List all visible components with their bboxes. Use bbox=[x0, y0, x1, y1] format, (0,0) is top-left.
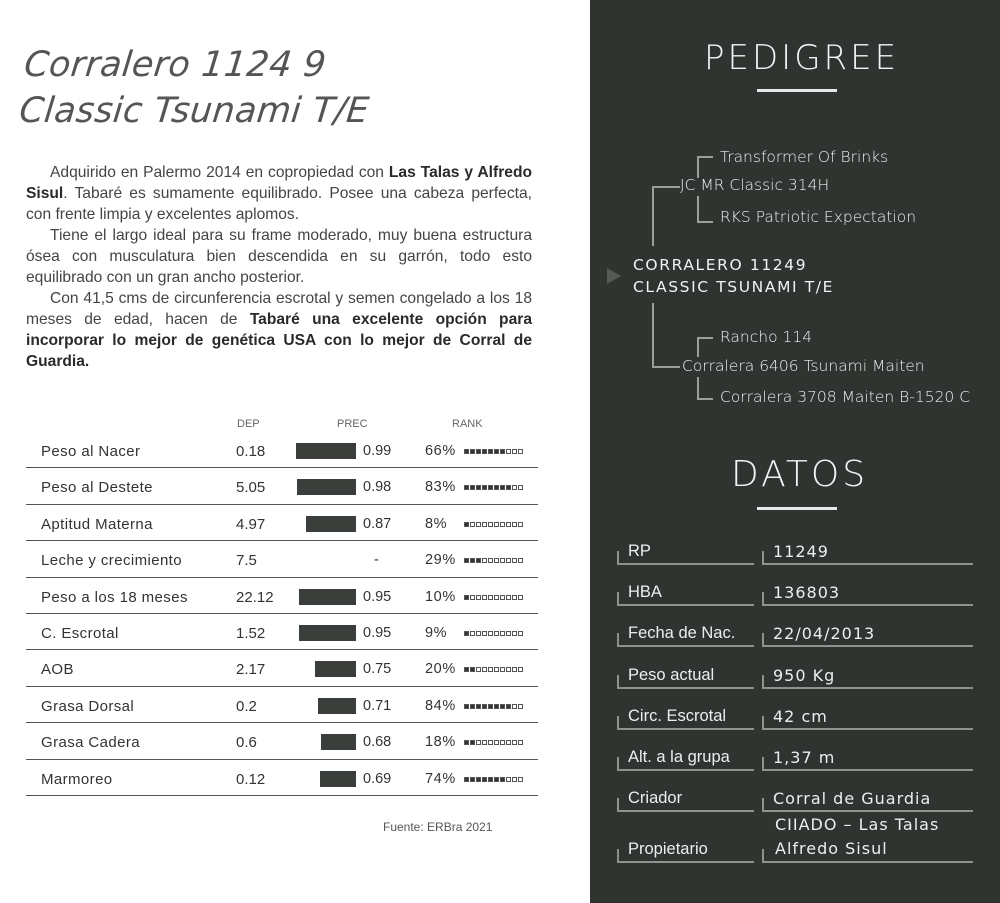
rank-box bbox=[476, 704, 481, 709]
rank-box bbox=[488, 704, 493, 709]
rank-box bbox=[482, 704, 487, 709]
rank-box bbox=[518, 485, 523, 490]
datos-tick bbox=[762, 757, 764, 771]
rank-box bbox=[506, 667, 511, 672]
datos-underline bbox=[762, 861, 973, 863]
desc-text: . Tabaré es sumamente equilibrado. Posee una cabeza perfecta, con frente limpia y excelentes aplomos. bbox=[26, 185, 532, 223]
rank-box bbox=[494, 777, 499, 782]
description-paragraph-2: Tiene el largo ideal para su frame moderado, muy buena estructura ósea con musculatura bien descendida en su garrón, todo esto equilibrado con un gran ancho posterior. bbox=[26, 227, 532, 286]
datos-row bbox=[617, 607, 973, 647]
header-prec: PREC bbox=[337, 418, 368, 430]
datos-tick bbox=[762, 849, 764, 863]
rank-box bbox=[482, 558, 487, 563]
rank-box bbox=[470, 485, 475, 490]
pedigree-dam-sire: Rancho 114 bbox=[720, 328, 813, 346]
rank-box bbox=[464, 704, 469, 709]
rank-value: 20% bbox=[425, 661, 456, 678]
animal-name-line-2: CLASSIC TSUNAMI T/E bbox=[633, 278, 835, 296]
owner-line-2: Alfredo Sisul bbox=[775, 839, 888, 858]
datos-row bbox=[617, 731, 973, 771]
rank-box bbox=[518, 522, 523, 527]
rank-box bbox=[512, 740, 517, 745]
datos-tick bbox=[617, 551, 619, 565]
connector-line bbox=[652, 186, 654, 246]
pedigree-title-rule bbox=[757, 89, 837, 92]
pedigree-sire-sire: Transformer Of Brinks bbox=[720, 148, 889, 166]
rank-box bbox=[470, 667, 475, 672]
datos-underline bbox=[617, 687, 754, 689]
datos-value: 950 Kg bbox=[773, 665, 836, 685]
trait-name: Leche y crecimiento bbox=[41, 552, 182, 570]
prec-value: 0.95 bbox=[363, 588, 392, 605]
datos-label: Alt. a la grupa bbox=[628, 748, 730, 766]
rank-box bbox=[494, 631, 499, 636]
rank-box bbox=[512, 558, 517, 563]
rank-box bbox=[518, 449, 523, 454]
header-dep: DEP bbox=[237, 418, 260, 430]
rank-box bbox=[500, 558, 505, 563]
rank-boxes bbox=[464, 595, 523, 600]
rank-box bbox=[500, 704, 505, 709]
datos-value: 42 cm bbox=[773, 706, 828, 726]
table-row bbox=[26, 468, 538, 504]
datos-underline bbox=[617, 769, 754, 771]
rank-box bbox=[518, 777, 523, 782]
dep-value: 7.5 bbox=[236, 552, 257, 570]
rank-box bbox=[470, 631, 475, 636]
prec-value: 0.99 bbox=[363, 443, 392, 459]
rank-box bbox=[494, 704, 499, 709]
rank-box bbox=[488, 631, 493, 636]
datos-underline bbox=[617, 861, 754, 863]
prec-bar bbox=[299, 589, 356, 605]
rank-box bbox=[512, 449, 517, 454]
connector-line bbox=[697, 337, 713, 339]
description bbox=[26, 162, 532, 372]
rank-boxes bbox=[464, 558, 523, 563]
rank-box bbox=[500, 631, 505, 636]
connector-line bbox=[652, 366, 680, 368]
dep-value: 1.52 bbox=[236, 624, 266, 642]
rank-box bbox=[470, 522, 475, 527]
datos-underline bbox=[762, 563, 973, 565]
prec-value: 0.68 bbox=[363, 734, 392, 751]
pedigree-animal bbox=[633, 254, 834, 298]
trait-name: Peso a los 18 meses bbox=[41, 588, 188, 606]
animal-name-line-1: CORRALERO 11249 bbox=[633, 256, 808, 274]
datos-underline bbox=[762, 645, 973, 647]
rank-box bbox=[518, 740, 523, 745]
desc-bold: Las Talas y Alfredo Sisul bbox=[26, 164, 532, 202]
rank-boxes bbox=[464, 631, 523, 636]
rank-box bbox=[476, 777, 481, 782]
datos-label: Peso actual bbox=[628, 665, 715, 684]
rank-box bbox=[500, 449, 505, 454]
rank-box bbox=[470, 449, 475, 454]
rank-box bbox=[488, 522, 493, 527]
rank-box bbox=[488, 485, 493, 490]
rank-box bbox=[506, 558, 511, 563]
source-note: Fuente: ERBra 2021 bbox=[383, 820, 493, 834]
datos-underline bbox=[762, 687, 973, 689]
rank-box bbox=[470, 558, 475, 563]
rank-box bbox=[512, 485, 517, 490]
datos-title: DATOS bbox=[731, 454, 869, 495]
rank-box bbox=[494, 449, 499, 454]
prec-value: 0.98 bbox=[363, 479, 392, 496]
rank-box bbox=[482, 631, 487, 636]
rank-box bbox=[518, 631, 523, 636]
connector-line bbox=[697, 377, 699, 399]
trait-name: Grasa Dorsal bbox=[41, 697, 135, 715]
datos-tick bbox=[617, 675, 619, 689]
prec-value: 0.75 bbox=[363, 661, 392, 678]
rank-box bbox=[482, 667, 487, 672]
prec-value: 0.69 bbox=[363, 770, 392, 787]
prec-bar bbox=[297, 479, 356, 495]
connector-line bbox=[697, 156, 713, 158]
connector-line bbox=[697, 221, 713, 223]
datos-underline bbox=[617, 810, 754, 812]
datos-tick bbox=[762, 716, 764, 730]
rank-value: 84% bbox=[425, 697, 456, 714]
prec-value: 0.95 bbox=[363, 624, 392, 641]
rank-box bbox=[506, 740, 511, 745]
datos-tick bbox=[617, 633, 619, 647]
datos-tick bbox=[762, 633, 764, 647]
table-row bbox=[26, 614, 538, 650]
datos-tick bbox=[617, 592, 619, 606]
rank-box bbox=[512, 667, 517, 672]
rank-box bbox=[506, 777, 511, 782]
dep-value: 2.17 bbox=[236, 661, 266, 679]
datos-title-rule bbox=[757, 507, 837, 510]
rank-box bbox=[476, 740, 481, 745]
description-paragraph-3 bbox=[26, 288, 532, 372]
pedigree-dam-dam: Corralera 3708 Maiten B-1520 C bbox=[720, 388, 971, 406]
prec-bar bbox=[299, 625, 356, 641]
datos-underline bbox=[762, 769, 973, 771]
dep-value: 0.18 bbox=[236, 443, 266, 460]
datos-label: RP bbox=[628, 542, 651, 560]
rank-boxes bbox=[464, 449, 523, 454]
datos-value: 11249 bbox=[773, 542, 829, 561]
table-row bbox=[26, 505, 538, 541]
rank-box bbox=[470, 777, 475, 782]
datos-underline bbox=[762, 604, 973, 606]
rank-box bbox=[518, 558, 523, 563]
datos-label: HBA bbox=[628, 583, 662, 602]
rank-box bbox=[488, 740, 493, 745]
datos-tick bbox=[762, 675, 764, 689]
rank-box bbox=[512, 631, 517, 636]
rank-box bbox=[512, 522, 517, 527]
rank-box bbox=[482, 595, 487, 600]
pointer-triangle-icon bbox=[607, 268, 621, 284]
rank-value: 9% bbox=[425, 624, 448, 641]
title-line-2: Classic Tsunami T/E bbox=[17, 91, 372, 131]
rank-box bbox=[464, 631, 469, 636]
right-panel bbox=[590, 0, 1000, 903]
owner-line-1: CIIADO – Las Talas bbox=[775, 815, 940, 834]
prec-value: - bbox=[374, 552, 379, 569]
rank-box bbox=[464, 740, 469, 745]
rank-box bbox=[500, 485, 505, 490]
rank-box bbox=[506, 595, 511, 600]
datos-tick bbox=[617, 757, 619, 771]
rank-box bbox=[518, 595, 523, 600]
pedigree-sire-dam: RKS Patriotic Expectation bbox=[720, 208, 917, 226]
datos-underline bbox=[762, 810, 973, 812]
datos-tick bbox=[762, 798, 764, 812]
rank-box bbox=[464, 777, 469, 782]
rank-boxes bbox=[464, 485, 523, 490]
rank-box bbox=[500, 740, 505, 745]
rank-box bbox=[494, 740, 499, 745]
trait-name: Peso al Destete bbox=[41, 479, 153, 497]
rank-value: 18% bbox=[425, 734, 456, 751]
rank-box bbox=[488, 667, 493, 672]
rank-boxes bbox=[464, 704, 523, 709]
dep-value: 0.12 bbox=[236, 770, 266, 788]
rank-box bbox=[512, 777, 517, 782]
header-rank: RANK bbox=[452, 418, 483, 430]
rank-value: 74% bbox=[425, 770, 456, 787]
prec-bar bbox=[321, 734, 356, 750]
pedigree-sire: JC MR Classic 314H bbox=[680, 176, 830, 194]
description-paragraph-1 bbox=[26, 162, 532, 225]
rank-box bbox=[470, 595, 475, 600]
datos-row bbox=[617, 690, 973, 730]
rank-box bbox=[476, 595, 481, 600]
rank-box bbox=[494, 522, 499, 527]
datos-label: Criador bbox=[628, 789, 683, 808]
datos-underline bbox=[617, 728, 754, 730]
rank-box bbox=[506, 631, 511, 636]
table-row bbox=[26, 687, 538, 723]
dep-value: 0.2 bbox=[236, 697, 257, 715]
connector-line bbox=[697, 337, 699, 357]
desc-bold: Tabaré una excelente opción para incorporar lo mejor de genética USA con lo mejor de Corral de Guardia. bbox=[26, 311, 532, 370]
trait-name: C. Escrotal bbox=[41, 624, 119, 642]
table-row bbox=[26, 432, 538, 468]
datos-underline bbox=[617, 604, 754, 606]
rank-value: 83% bbox=[425, 479, 456, 496]
rank-box bbox=[500, 522, 505, 527]
datos-label: Circ. Escrotal bbox=[628, 706, 727, 725]
rank-box bbox=[494, 485, 499, 490]
rank-box bbox=[500, 595, 505, 600]
datos-row-owner bbox=[617, 817, 973, 863]
prec-bar bbox=[296, 443, 356, 459]
trait-name: Grasa Cadera bbox=[41, 734, 141, 752]
dep-value: 0.6 bbox=[236, 734, 257, 752]
connector-line bbox=[652, 303, 654, 367]
rank-box bbox=[476, 522, 481, 527]
rank-box bbox=[494, 667, 499, 672]
table-row bbox=[26, 541, 538, 577]
rank-boxes bbox=[464, 667, 523, 672]
page-title bbox=[17, 42, 376, 134]
datos-row bbox=[617, 772, 973, 812]
rank-box bbox=[494, 595, 499, 600]
rank-box bbox=[482, 522, 487, 527]
rank-box bbox=[464, 449, 469, 454]
rank-box bbox=[512, 595, 517, 600]
datos-tick bbox=[617, 716, 619, 730]
rank-box bbox=[482, 740, 487, 745]
datos-value: Corral de Guardia bbox=[773, 789, 932, 809]
dep-value: 22.12 bbox=[236, 588, 274, 606]
rank-box bbox=[476, 449, 481, 454]
pedigree-title: PEDIGREE bbox=[704, 38, 900, 78]
prec-bar bbox=[315, 661, 356, 677]
connector-line bbox=[697, 156, 699, 178]
desc-text: Adquirido en Palermo 2014 en copropiedad con bbox=[50, 164, 389, 181]
rank-value: 66% bbox=[425, 443, 456, 459]
rank-box bbox=[488, 595, 493, 600]
rank-box bbox=[470, 704, 475, 709]
trait-name: Aptitud Materna bbox=[41, 515, 153, 533]
rank-box bbox=[464, 558, 469, 563]
rank-box bbox=[482, 777, 487, 782]
desc-text: Con 41,5 cms de circunferencia escrotal y semen congelado a los 18 meses de edad, hacen de bbox=[26, 290, 532, 328]
datos-value: 22/04/2013 bbox=[773, 624, 876, 644]
rank-box bbox=[464, 485, 469, 490]
pedigree-dam: Corralera 6406 Tsunami Maiten bbox=[682, 357, 925, 375]
table-row bbox=[26, 723, 538, 759]
rank-value: 29% bbox=[425, 552, 456, 569]
connector-line bbox=[697, 398, 713, 400]
rank-box bbox=[476, 558, 481, 563]
rank-box bbox=[476, 485, 481, 490]
rank-box bbox=[464, 522, 469, 527]
prec-bar bbox=[306, 516, 356, 532]
dep-table bbox=[26, 432, 538, 796]
datos-tick bbox=[617, 849, 619, 863]
rank-box bbox=[518, 667, 523, 672]
datos-tick bbox=[762, 592, 764, 606]
rank-box bbox=[482, 485, 487, 490]
datos-value bbox=[775, 813, 939, 861]
prec-bar bbox=[318, 698, 356, 714]
table-row bbox=[26, 650, 538, 686]
title-line-1: Corralero 1124 9 bbox=[22, 45, 329, 85]
trait-name: Marmoreo bbox=[41, 770, 113, 788]
rank-box bbox=[476, 631, 481, 636]
rank-boxes bbox=[464, 522, 523, 527]
rank-box bbox=[488, 777, 493, 782]
rank-box bbox=[512, 704, 517, 709]
datos-underline bbox=[617, 645, 754, 647]
datos-label: Propietario bbox=[628, 840, 708, 858]
dep-value: 5.05 bbox=[236, 479, 266, 497]
rank-boxes bbox=[464, 740, 523, 745]
rank-value: 10% bbox=[425, 588, 456, 605]
connector-line bbox=[652, 186, 680, 188]
table-row bbox=[26, 760, 538, 796]
datos-underline bbox=[617, 563, 754, 565]
datos-row bbox=[617, 525, 973, 565]
connector-line bbox=[697, 196, 699, 222]
datos-value: 136803 bbox=[773, 583, 841, 603]
rank-box bbox=[506, 522, 511, 527]
rank-box bbox=[464, 595, 469, 600]
trait-name: Peso al Nacer bbox=[41, 443, 141, 460]
prec-bar bbox=[320, 771, 356, 787]
dep-value: 4.97 bbox=[236, 515, 266, 533]
trait-name: AOB bbox=[41, 661, 74, 679]
rank-box bbox=[500, 667, 505, 672]
datos-underline bbox=[762, 728, 973, 730]
rank-box bbox=[464, 667, 469, 672]
datos-tick bbox=[762, 551, 764, 565]
prec-value: 0.71 bbox=[363, 697, 392, 714]
rank-box bbox=[488, 558, 493, 563]
rank-box bbox=[500, 777, 505, 782]
rank-value: 8% bbox=[425, 515, 448, 532]
datos-row bbox=[617, 649, 973, 689]
rank-box bbox=[470, 740, 475, 745]
table-row bbox=[26, 578, 538, 614]
rank-box bbox=[506, 704, 511, 709]
datos-tick bbox=[617, 798, 619, 812]
rank-box bbox=[506, 485, 511, 490]
rank-box bbox=[488, 449, 493, 454]
datos-label: Fecha de Nac. bbox=[628, 624, 736, 643]
rank-box bbox=[476, 667, 481, 672]
rank-boxes bbox=[464, 777, 523, 782]
rank-box bbox=[518, 704, 523, 709]
rank-box bbox=[506, 449, 511, 454]
datos-row bbox=[617, 566, 973, 606]
rank-box bbox=[494, 558, 499, 563]
datos-value: 1,37 m bbox=[773, 748, 836, 767]
rank-box bbox=[482, 449, 487, 454]
prec-value: 0.87 bbox=[363, 515, 392, 532]
